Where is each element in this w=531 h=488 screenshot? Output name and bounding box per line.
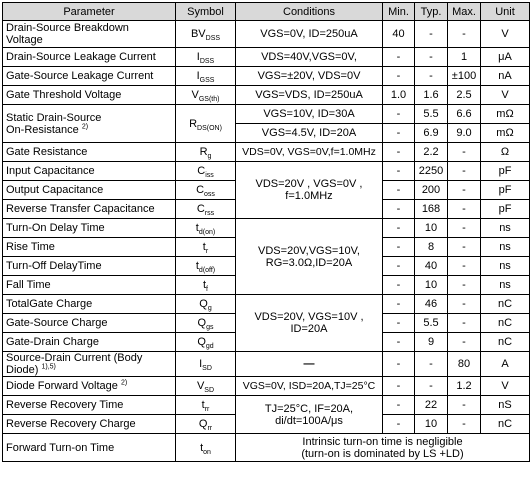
conditions-cell: VDS=0V, VGS=0V,f=1.0MHz xyxy=(236,143,383,162)
header-conditions: Conditions xyxy=(236,3,383,21)
typ-cell: - xyxy=(415,48,448,67)
min-cell: 1.0 xyxy=(383,86,415,105)
typ-cell: - xyxy=(415,21,448,48)
param-cell: Drain-Source Leakage Current xyxy=(3,48,176,67)
symbol-cell: $V_{GS(th)}$ xyxy=(176,86,236,105)
min-cell: - xyxy=(383,352,415,377)
symbol-cell: $t_{on}$ xyxy=(176,434,236,462)
header-parameter: Parameter xyxy=(3,3,176,21)
conditions-cell: VGS=±20V, VDS=0V xyxy=(236,67,383,86)
min-cell: - xyxy=(383,219,415,238)
symbol-cell: $C_{iss}$ xyxy=(176,162,236,181)
symbol-cell: $BV_{DSS}$ xyxy=(176,21,236,48)
param-text: Voltage xyxy=(6,34,43,46)
table-row xyxy=(3,352,530,377)
min-cell: - xyxy=(383,238,415,257)
symbol-cell: $t_r$ xyxy=(176,238,236,257)
param-cell: Reverse Transfer Capacitance xyxy=(3,200,176,219)
symbol-cell: $R_{DS(ON)}$ xyxy=(176,105,236,143)
max-cell: - xyxy=(448,295,481,314)
unit-cell: nC xyxy=(481,333,530,352)
unit-cell: pF xyxy=(481,181,530,200)
symbol-cell: $t_f$ xyxy=(176,276,236,295)
header-unit: Unit xyxy=(481,3,530,21)
unit-cell: V xyxy=(481,86,530,105)
max-cell: 9.0 xyxy=(448,124,481,143)
param-cell: Gate Resistance xyxy=(3,143,176,162)
table-row xyxy=(3,434,530,462)
max-cell: 2.5 xyxy=(448,86,481,105)
min-cell: - xyxy=(383,181,415,200)
param-cell: Input Capacitance xyxy=(3,162,176,181)
param-cell: Source-Drain Current (Body Diode) $^{1),5)}$ xyxy=(3,352,176,377)
param-cell: Turn-On Delay Time xyxy=(3,219,176,238)
max-cell: - xyxy=(448,219,481,238)
symbol-cell: $C_{rss}$ xyxy=(176,200,236,219)
unit-cell: A xyxy=(481,352,530,377)
param-cell: Gate-Source Leakage Current xyxy=(3,67,176,86)
unit-cell: ns xyxy=(481,257,530,276)
param-cell: Reverse Recovery Charge xyxy=(3,415,176,434)
param-cell: Fall Time xyxy=(3,276,176,295)
symbol-cell: $Q_g$ xyxy=(176,295,236,314)
min-cell: - xyxy=(383,200,415,219)
table-row xyxy=(3,295,530,314)
unit-cell: nA xyxy=(481,67,530,86)
max-cell: - xyxy=(448,396,481,415)
header-row xyxy=(3,3,530,21)
typ-cell: 9 xyxy=(415,333,448,352)
typ-cell: 6.9 xyxy=(415,124,448,143)
table-row xyxy=(3,143,530,162)
symbol-cell: $t_{d(off)}$ xyxy=(176,257,236,276)
symbol-cell: $C_{oss}$ xyxy=(176,181,236,200)
max-cell: - xyxy=(448,276,481,295)
symbol-cell: $Q_{gs}$ xyxy=(176,314,236,333)
unit-cell: nC xyxy=(481,314,530,333)
header-max: Max. xyxy=(448,3,481,21)
symbol-cell: $R_g$ xyxy=(176,143,236,162)
typ-cell: 2250 xyxy=(415,162,448,181)
min-cell: - xyxy=(383,162,415,181)
min-cell: - xyxy=(383,415,415,434)
min-cell: - xyxy=(383,314,415,333)
max-cell: - xyxy=(448,333,481,352)
unit-cell: μA xyxy=(481,48,530,67)
table-row xyxy=(3,86,530,105)
param-cell: Reverse Recovery Time xyxy=(3,396,176,415)
min-cell: - xyxy=(383,295,415,314)
min-cell: - xyxy=(383,333,415,352)
param-cell: Forward Turn-on Time xyxy=(3,434,176,462)
conditions-cell: — xyxy=(236,352,383,377)
max-cell: 6.6 xyxy=(448,105,481,124)
conditions-cell: VGS=VDS, ID=250uA xyxy=(236,86,383,105)
min-cell: - xyxy=(383,396,415,415)
typ-cell: - xyxy=(415,377,448,396)
unit-cell: Ω xyxy=(481,143,530,162)
symbol-cell: $Q_{rr}$ xyxy=(176,415,236,434)
param-cell xyxy=(3,21,176,48)
unit-cell: mΩ xyxy=(481,105,530,124)
unit-cell: pF xyxy=(481,200,530,219)
max-cell: ±100 xyxy=(448,67,481,86)
conditions-cell: VDS=20V,VGS=10V, RG=3.0Ω,ID=20A xyxy=(236,219,383,295)
min-cell: - xyxy=(383,48,415,67)
param-cell: Gate-Drain Charge xyxy=(3,333,176,352)
param-text: Drain-Source Breakdown xyxy=(6,22,129,34)
table-row xyxy=(3,396,530,415)
param-cell: Turn-Off DelayTime xyxy=(3,257,176,276)
min-cell: - xyxy=(383,124,415,143)
symbol-cell: $I_{GSS}$ xyxy=(176,67,236,86)
unit-cell: nC xyxy=(481,415,530,434)
symbol-cell: $I_{SD}$ xyxy=(176,352,236,377)
typ-cell: 1.6 xyxy=(415,86,448,105)
table-row xyxy=(3,377,530,396)
table-row xyxy=(3,219,530,238)
max-cell: - xyxy=(448,257,481,276)
table-row xyxy=(3,21,530,48)
param-cell: Gate Threshold Voltage xyxy=(3,86,176,105)
header-typ: Typ. xyxy=(415,3,448,21)
typ-cell: 200 xyxy=(415,181,448,200)
typ-cell: 22 xyxy=(415,396,448,415)
max-cell: 1.2 xyxy=(448,377,481,396)
conditions-cell: VGS=10V, ID=30A xyxy=(236,105,383,124)
min-cell: 40 xyxy=(383,21,415,48)
unit-cell: ns xyxy=(481,238,530,257)
min-cell: - xyxy=(383,67,415,86)
param-cell: Rise Time xyxy=(3,238,176,257)
param-cell: TotalGate Charge xyxy=(3,295,176,314)
conditions-cell: VGS=0V, ISD=20A,TJ=25°C xyxy=(236,377,383,396)
conditions-cell: VDS=40V,VGS=0V, xyxy=(236,48,383,67)
max-cell: - xyxy=(448,238,481,257)
typ-cell: 2.2 xyxy=(415,143,448,162)
typ-cell: 40 xyxy=(415,257,448,276)
min-cell: - xyxy=(383,276,415,295)
typ-cell: - xyxy=(415,352,448,377)
param-cell: Diode Forward Voltage $^{2)}$ xyxy=(3,377,176,396)
max-cell: - xyxy=(448,21,481,48)
param-cell: Static Drain-Source On-Resistance $^{2)}$ xyxy=(3,105,176,143)
max-cell: - xyxy=(448,314,481,333)
max-cell: 1 xyxy=(448,48,481,67)
conditions-cell: TJ=25°C, IF=20A, di/dt=100A/μs xyxy=(236,396,383,434)
unit-cell: ns xyxy=(481,219,530,238)
header-symbol: Symbol xyxy=(176,3,236,21)
typ-cell: 10 xyxy=(415,415,448,434)
unit-cell: nC xyxy=(481,295,530,314)
unit-cell: mΩ xyxy=(481,124,530,143)
table-row xyxy=(3,162,530,181)
typ-cell: 5.5 xyxy=(415,105,448,124)
electrical-characteristics-table xyxy=(2,2,530,462)
table-row xyxy=(3,48,530,67)
symbol-cell: $I_{DSS}$ xyxy=(176,48,236,67)
min-cell: - xyxy=(383,377,415,396)
table-row xyxy=(3,67,530,86)
typ-cell: 10 xyxy=(415,219,448,238)
max-cell: - xyxy=(448,415,481,434)
typ-cell: 8 xyxy=(415,238,448,257)
max-cell: - xyxy=(448,143,481,162)
min-cell: - xyxy=(383,143,415,162)
typ-cell: 168 xyxy=(415,200,448,219)
turn-on-note-cell: Intrinsic turn-on time is negligible (turn-on is dominated by LS +LD) xyxy=(236,434,530,462)
conditions-cell: VDS=20V , VGS=0V , f=1.0MHz xyxy=(236,162,383,219)
conditions-cell: VGS=4.5V, ID=20A xyxy=(236,124,383,143)
typ-cell: 5.5 xyxy=(415,314,448,333)
symbol-cell: $t_{d(on)}$ xyxy=(176,219,236,238)
typ-cell: - xyxy=(415,67,448,86)
param-cell: Output Capacitance xyxy=(3,181,176,200)
symbol-cell: $V_{SD}$ xyxy=(176,377,236,396)
typ-cell: 46 xyxy=(415,295,448,314)
min-cell: - xyxy=(383,257,415,276)
table-row xyxy=(3,105,530,124)
symbol-cell: $Q_{gd}$ xyxy=(176,333,236,352)
conditions-cell: VGS=0V, ID=250uA xyxy=(236,21,383,48)
unit-cell: V xyxy=(481,377,530,396)
unit-cell: nS xyxy=(481,396,530,415)
max-cell: 80 xyxy=(448,352,481,377)
unit-cell: pF xyxy=(481,162,530,181)
typ-cell: 10 xyxy=(415,276,448,295)
header-min: Min. xyxy=(383,3,415,21)
symbol-cell: $t_{rr}$ xyxy=(176,396,236,415)
unit-cell: ns xyxy=(481,276,530,295)
unit-cell: V xyxy=(481,21,530,48)
max-cell: - xyxy=(448,181,481,200)
max-cell: - xyxy=(448,200,481,219)
min-cell: - xyxy=(383,105,415,124)
param-cell: Gate-Source Charge xyxy=(3,314,176,333)
conditions-cell: VDS=20V, VGS=10V , ID=20A xyxy=(236,295,383,352)
max-cell: - xyxy=(448,162,481,181)
